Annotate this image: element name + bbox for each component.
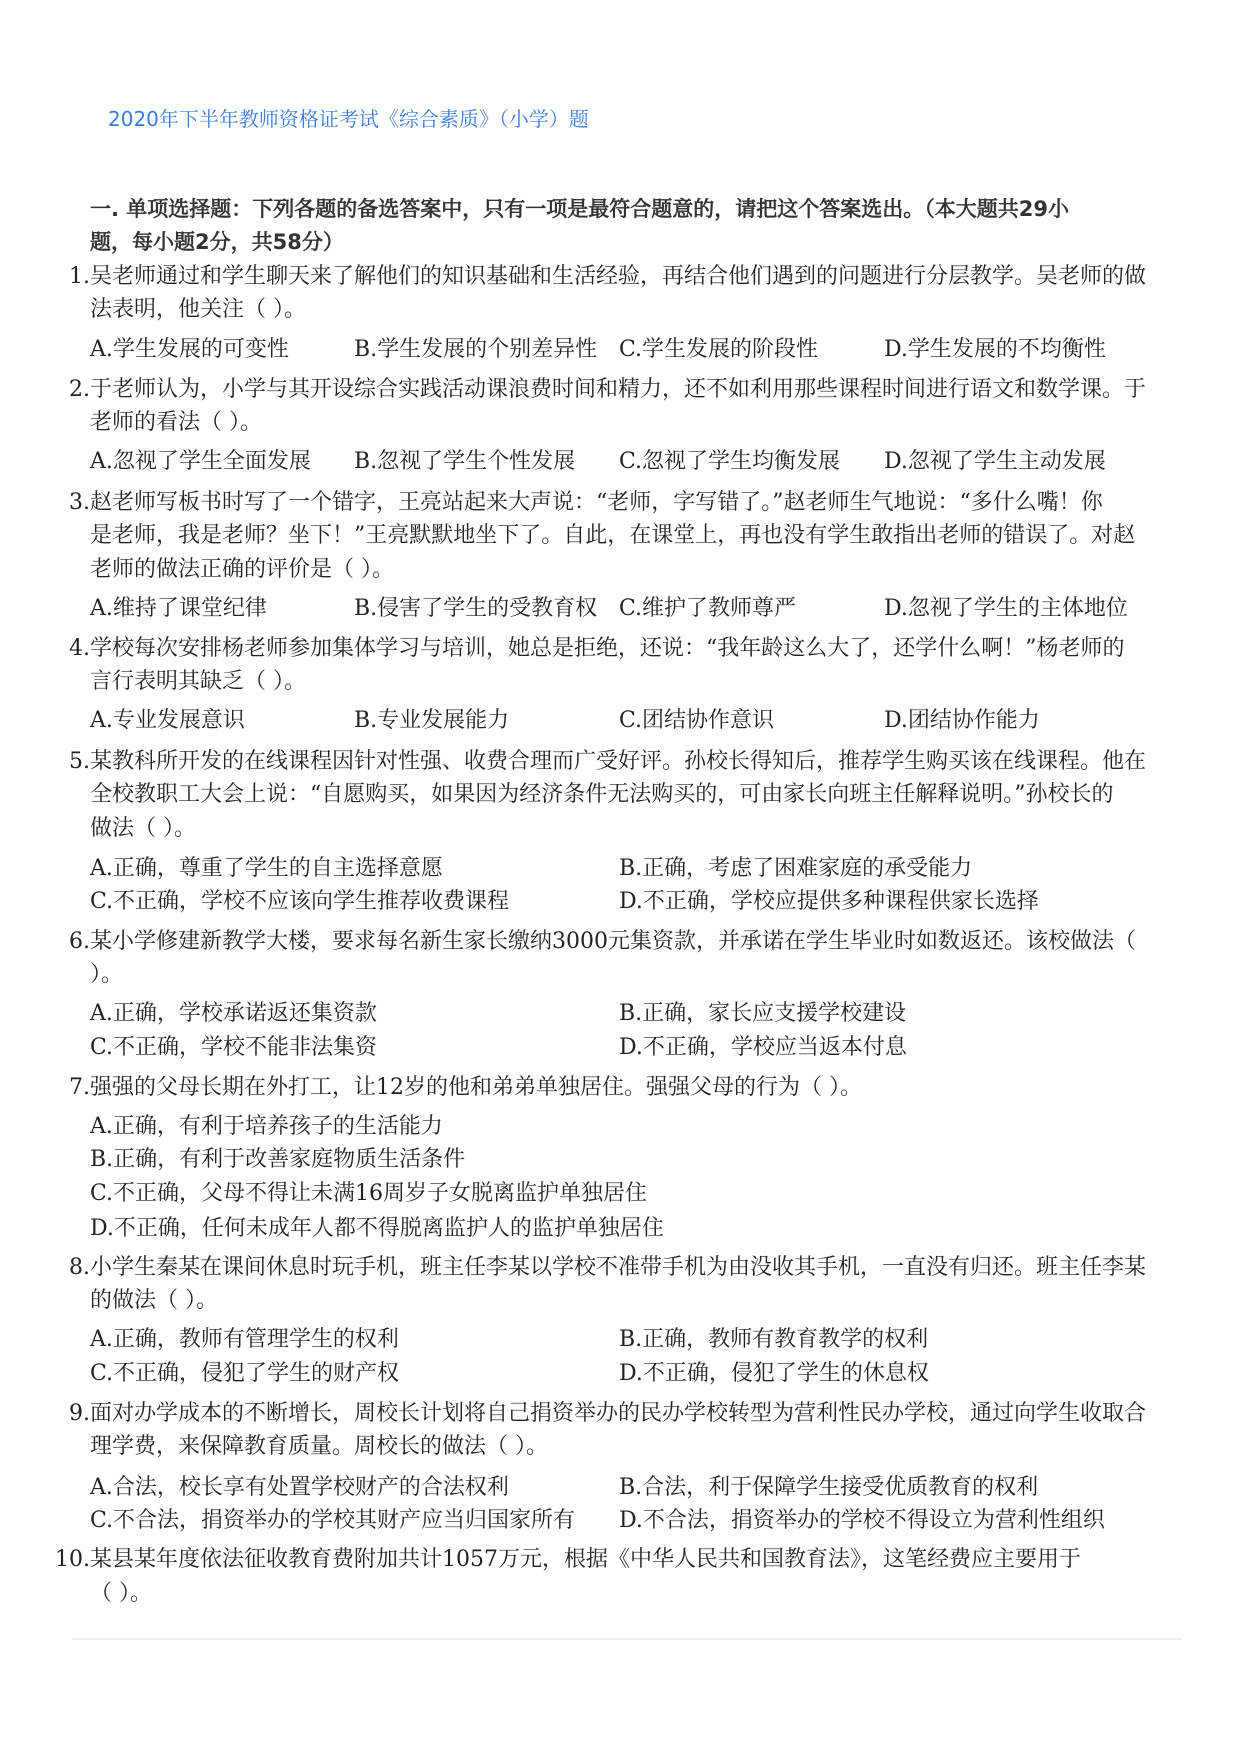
question-text-line: 于老师认为，小学与其开设综合实践活动课浪费时间和精力，还不如利用那些课程时间进行语文和数学课。于 [90, 377, 1147, 402]
question-text-line: 强强的父母长期在外打工，让12岁的他和弟弟单独居住。强强父母的行为（ ）。 [90, 1075, 862, 1100]
answer-option: D.不正确，学校应当返本付息 [619, 1035, 907, 1060]
answer-option: A.专业发展意识 [90, 708, 245, 733]
question-number: 5. [69, 749, 90, 774]
question-number: 4. [69, 636, 90, 661]
answer-option: C.忽视了学生均衡发展 [619, 449, 841, 474]
question-number: 9. [69, 1401, 90, 1426]
answer-option: B.正确，考虑了困难家庭的承受能力 [619, 856, 973, 881]
answer-option: B.忽视了学生个性发展 [354, 449, 576, 474]
question-number: 3. [69, 490, 90, 515]
question-number: 6. [69, 929, 90, 954]
question-text-line: 赵老师写板书时写了一个错字，王亮站起来大声说：“老师，字写错了。”赵老师生气地说：“多什么嘴！你 [90, 490, 1103, 515]
question-text-line: 某教科所开发的在线课程因针对性强、收费合理而广受好评。孙校长得知后，推荐学生购买该在线课程。他在 [90, 749, 1147, 774]
question-number: 7. [69, 1075, 90, 1100]
question-text-line: 的做法（ ）。 [90, 1288, 218, 1313]
answer-option: A.维持了课堂纪律 [90, 596, 267, 621]
answer-option: B.学生发展的个别差异性 [354, 337, 598, 362]
question-text-line: 面对办学成本的不断增长，周校长计划将自己捐资举办的民办学校转型为营利性民办学校，通过向学生收取合 [90, 1401, 1147, 1426]
answer-option: A.学生发展的可变性 [90, 337, 289, 362]
question-number: 10. [55, 1547, 90, 1572]
question-text-line: 做法（ ）。 [90, 816, 196, 841]
answer-option: A.正确，教师有管理学生的权利 [90, 1327, 399, 1352]
question-text-line: 理学费，来保障教育质量。周校长的做法（ ）。 [90, 1434, 548, 1459]
question-text-line: 是老师，我是老师？坐下！”王亮默默地坐下了。自此，在课堂上，再也没有学生敢指出老师的错误了。对赵 [90, 523, 1136, 548]
answer-option: D.团结协作能力 [884, 708, 1040, 733]
question-text-line: 学校每次安排杨老师参加集体学习与培训，她总是拒绝，还说：“我年龄这么大了，还学什么啊！”杨老师的 [90, 636, 1125, 661]
question-text-line: 全校教职工大会上说：“自愿购买，如果因为经济条件无法购买的，可由家长向班主任解释说明。”孙校长的 [90, 782, 1114, 807]
answer-option: D.不正确，侵犯了学生的休息权 [619, 1361, 929, 1386]
answer-option: C.团结协作意识 [619, 708, 775, 733]
answer-option: B.正确，教师有教育教学的权利 [619, 1327, 929, 1352]
question-text-line: 老师的看法（ ）。 [90, 410, 262, 435]
question-text-line: ）。 [90, 962, 124, 987]
answer-option: A.正确，尊重了学生的自主选择意愿 [90, 856, 443, 881]
question-number: 2. [69, 377, 90, 402]
answer-option: C.不正确，父母不得让未满16周岁子女脱离监护单独居住 [90, 1181, 648, 1206]
question-text-line: 小学生秦某在课间休息时玩手机，班主任李某以学校不准带手机为由没收其手机，一直没有归还。班主任李某 [90, 1255, 1147, 1280]
answer-option: A.正确，有利于培养孩子的生活能力 [90, 1114, 443, 1139]
document-title: 2020年下半年教师资格证考试《综合素质》（小学）题 [108, 107, 589, 131]
question-number: 8. [69, 1255, 90, 1280]
answer-option: C.不正确，侵犯了学生的财产权 [90, 1361, 400, 1386]
question-text-line: 法表明，他关注（ ）。 [90, 297, 306, 322]
answer-option: D.学生发展的不均衡性 [884, 337, 1106, 362]
answer-option: C.维护了教师尊严 [619, 596, 797, 621]
question-text-line: 某小学修建新教学大楼，要求每名新生家长缴纳3000元集资款，并承诺在学生毕业时如数返还。该校做法（ [90, 929, 1136, 954]
question-text-line: 吴老师通过和学生聊天来了解他们的知识基础和生活经验，再结合他们遇到的问题进行分层教学。吴老师的做 [90, 264, 1147, 289]
answer-option: C.不正确，学校不应该向学生推荐收费课程 [90, 889, 510, 914]
divider [72, 1638, 1182, 1640]
section-heading-line: 一. 单项选择题：下列各题的备选答案中，只有一项是最符合题意的，请把这个答案选出。（本大题共29小 [90, 197, 1070, 221]
question-text-line: 老师的做法正确的评价是（ ）。 [90, 557, 394, 582]
section-heading-line: 题，每小题2分，共58分） [90, 230, 344, 254]
question-number: 1. [69, 264, 90, 289]
answer-option: A.忽视了学生全面发展 [90, 449, 311, 474]
answer-option: B.专业发展能力 [354, 708, 510, 733]
answer-option: D.不正确，任何未成年人都不得脱离监护人的监护单独居住 [90, 1216, 664, 1241]
answer-option: B.正确，有利于改善家庭物质生活条件 [90, 1147, 466, 1172]
question-text-line: 言行表明其缺乏（ ）。 [90, 669, 306, 694]
answer-option: B.正确，家长应支援学校建设 [619, 1001, 907, 1026]
answer-option: D.不正确，学校应提供多种课程供家长选择 [619, 889, 1039, 914]
question-text-line: 某县某年度依法征收教育费附加共计1057万元，根据《中华人民共和国教育法》，这笔经费应主要用于 [90, 1547, 1081, 1572]
answer-option: D.不合法，捐资举办的学校不得设立为营利性组织 [619, 1508, 1105, 1533]
answer-option: A.合法，校长享有处置学校财产的合法权利 [90, 1475, 509, 1500]
answer-option: C.学生发展的阶段性 [619, 337, 819, 362]
answer-option: B.合法，利于保障学生接受优质教育的权利 [619, 1475, 1039, 1500]
answer-option: D.忽视了学生的主体地位 [884, 596, 1128, 621]
question-text-line: （ ）。 [90, 1581, 152, 1606]
answer-option: C.不正确，学校不能非法集资 [90, 1035, 378, 1060]
answer-option: B.侵害了学生的受教育权 [354, 596, 598, 621]
answer-option: A.正确，学校承诺返还集资款 [90, 1001, 377, 1026]
answer-option: C.不合法，捐资举办的学校其财产应当归国家所有 [90, 1508, 576, 1533]
answer-option: D.忽视了学生主动发展 [884, 449, 1106, 474]
